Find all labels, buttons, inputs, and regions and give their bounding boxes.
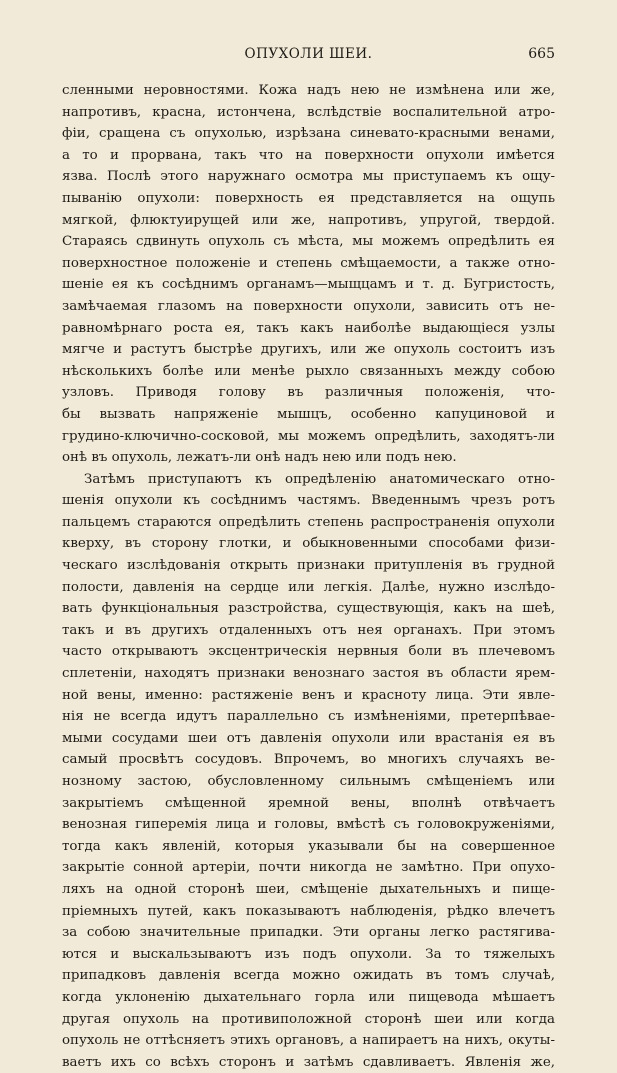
text-line: шеніе ея къ сосѣднимъ органамъ—мыщцамъ и т. д. Бугристость, bbox=[62, 277, 555, 293]
text-line: мягче и растутъ быстрѣе другихъ, или же опухоль состоитъ изъ bbox=[62, 342, 555, 358]
text-line: узловъ. Приводя голову въ различныя положенія, что- bbox=[62, 385, 555, 401]
text-line: тогда какъ явленій, которыя указывали бы на совершенное bbox=[62, 838, 555, 854]
text-line: сплетеніи, находятъ признаки венознаго застоя въ области ярем- bbox=[62, 666, 555, 682]
body-text bbox=[62, 80, 555, 1073]
text-line: опухоль не оттѣсняетъ этихъ органовъ, а напираетъ на нихъ, окуты- bbox=[62, 1033, 555, 1049]
text-line: за собою значительные припадки. Эти органы легко растягива- bbox=[62, 925, 555, 941]
text-line: напротивъ, красна, истончена, вслѣдствіе воспалительной атро- bbox=[62, 104, 555, 120]
text-line: пріемныхъ путей, какъ показываютъ наблюденія, рѣдко влечетъ bbox=[62, 903, 555, 919]
text-line: закрытіе сонной артеріи, почти никогда не замѣтно. При опухо- bbox=[62, 860, 555, 876]
text-line: самый просвѣтъ сосудовъ. Впрочемъ, во многихъ случаяхъ ве- bbox=[62, 752, 555, 768]
text-line: нія не всегда идутъ параллельно съ измѣненіями, претерпѣвае- bbox=[62, 709, 555, 725]
text-line: припадковъ давленія всегда можно ожидать въ томъ случаѣ, bbox=[62, 968, 555, 984]
text-line: закрытіемъ смѣщенной яремной вены, вполнѣ отвѣчаетъ bbox=[62, 795, 555, 811]
text-line: замѣчаемая глазомъ на поверхности опухоли, зависить отъ не- bbox=[62, 298, 555, 314]
text-line: часто открываютъ эксцентрическія нервныя боли въ плечевомъ bbox=[62, 644, 555, 660]
text-line: Затѣмъ приступаютъ къ опредѣленію анатомическаго отно- bbox=[84, 471, 555, 487]
text-line: когда уклоненію дыхательнаго горла или пищевода мѣшаетъ bbox=[62, 989, 555, 1005]
text-line: равномѣрнаго роста ея, такъ какъ наиболѣе выдающіеся узлы bbox=[62, 320, 555, 336]
text-line: язва. Послѣ этого наружнаго осмотра мы приступаемъ къ ощу- bbox=[62, 169, 555, 185]
text-line: нозному застою, обусловленному сильнымъ смѣщеніемъ или bbox=[62, 774, 555, 789]
text-line: ляхъ на одной сторонѣ шеи, смѣщеніе дыхательныхъ и пище- bbox=[62, 881, 555, 897]
text-line: кверху, въ сторону глотки, и обыкновенными способами физи- bbox=[62, 536, 555, 552]
text-line: другая опухоль на противиположной сторонѣ шеи или когда bbox=[62, 1011, 555, 1027]
text-line: Стараясь сдвинуть опухоль съ мѣста, мы можемъ опредѣлить ея bbox=[62, 234, 555, 250]
text-line: ваетъ ихъ со всѣхъ сторонъ и затѣмъ сдавливаетъ. Явленія же, bbox=[62, 1054, 555, 1070]
text-line: сленными неровностями. Кожа надъ нею не измѣнена или же, bbox=[62, 83, 555, 98]
text-line: грудино-ключично-сосковой, мы можемъ опредѣлить, заходятъ-ли bbox=[62, 428, 555, 444]
text-line: пальцемъ стараются опредѣлить степень распространенія опухоли bbox=[62, 514, 555, 530]
text-line: венозная гиперемія лица и головы, вмѣстѣ съ головокруженіями, bbox=[62, 817, 555, 833]
page-number: 665 bbox=[528, 46, 555, 62]
running-title: ОПУХОЛИ ШЕИ. bbox=[244, 46, 373, 62]
text-line: онѣ въ опухоль, лежатъ-ли онѣ надъ нею или подъ нею. bbox=[62, 450, 457, 466]
text-line: а то и прорвана, такъ что на поверхности опухоли имѣется bbox=[62, 147, 555, 163]
text-line: шенія опухоли къ сосѣднимъ частямъ. Введеннымъ чрезъ ротъ bbox=[62, 493, 555, 509]
page-header bbox=[62, 46, 555, 68]
text-line: такъ и въ другихъ отдаленныхъ отъ нея органахъ. При этомъ bbox=[62, 622, 555, 638]
text-line: нѣсколькихъ болѣе или менѣе рыхло связанныхъ между собою bbox=[62, 363, 555, 379]
text-line: мыми сосудами шеи отъ давленія опухоли или врастанія ея въ bbox=[62, 730, 555, 746]
text-line: фіи, сращена съ опухолью, изрѣзана синевато-красными венами, bbox=[62, 126, 555, 142]
text-line: полости, давленія на сердце или легкія. Далѣе, нужно изслѣдо- bbox=[62, 579, 555, 595]
text-line: мягкой, флюктуирущей или же, напротивъ, упругой, твердой. bbox=[62, 212, 555, 228]
text-line: ческаго изслѣдованія открыть признаки притупленія въ грудной bbox=[62, 558, 555, 574]
text-line: ются и выскальзываютъ изъ подъ опухоли. За то тяжелыхъ bbox=[62, 946, 555, 962]
text-line: вать функціональныя разстройства, существующія, какъ на шеѣ, bbox=[62, 601, 555, 617]
text-line: ной вены, именно: растяженіе венъ и красноту лица. Эти явле- bbox=[62, 687, 555, 703]
text-line: поверхностное положеніе и степень смѣщаемости, а также отно- bbox=[62, 255, 555, 271]
text-line: пыванію опухоли: поверхность ея представляется на ощупь bbox=[62, 190, 555, 206]
text-line: бы вызвать напряженіе мышцъ, особенно капуциновой и bbox=[62, 406, 555, 422]
